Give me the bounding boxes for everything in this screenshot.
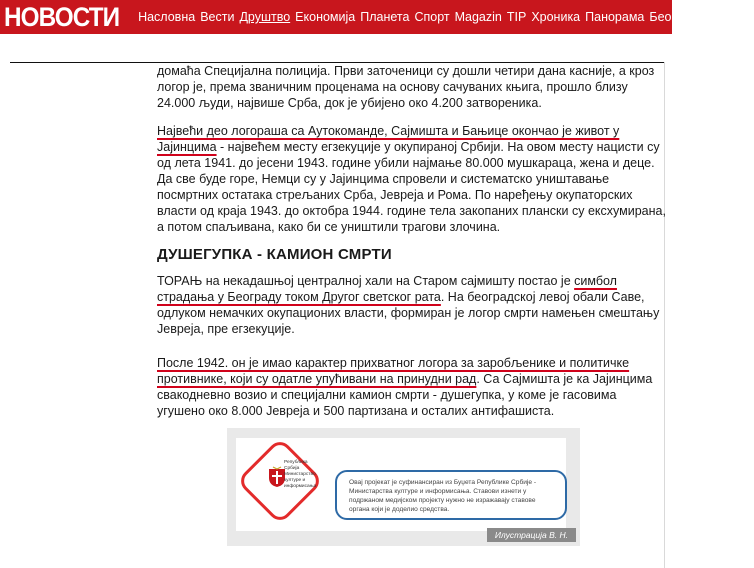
funding-notice: Овај пројекат је суфинансиран из Буџета Републике Србије - Министарства културе и информисања. Ставови изнети у подржаном медијском пројекту нужно не изражавају ставове органа који је доделио средства. bbox=[335, 470, 567, 520]
nav-item-beograd[interactable]: Београд bbox=[649, 10, 698, 24]
article-paragraph bbox=[157, 123, 667, 235]
section-heading: ДУШЕГУПКА - КАМИОН СМРТИ bbox=[157, 246, 392, 263]
banner-card bbox=[236, 438, 566, 531]
nav-item-ekonomija[interactable]: Економија bbox=[295, 10, 356, 24]
highlighted-text: Највећи део логораша са Аутокоманде, Сајмишта и Бањице окончао је живот у Јајинцима bbox=[157, 124, 620, 154]
nav-item-tip[interactable]: TIP bbox=[506, 10, 527, 24]
paragraph-text: - највећем месту егзекуције у окупираној Србији. На овом месту нацисти су од лета 1941. до јесени 1943. године убили најмање 80.000 мушкараца, жена и деце. Да све буде горе, Немци су у Јајинцима спровели и систематско уништавање посмртних остатака стрељаних Срба, Јевреја и Рома. По наређењу окупаторских власти од краја 1943. до октобра 1944. године тела закопаних плански су ексхумирана, а потом спаљивана, како би се уништили трагови злочина. bbox=[157, 140, 666, 234]
article-paragraph bbox=[157, 355, 667, 419]
highlighted-text: После 1942. он је имао карактер прихватног логора за заробљенике и политичке противнике, који су одатле упућивани на принудни рад bbox=[157, 356, 630, 386]
ministry-label: Република Србија Министарство културе и информисања bbox=[284, 460, 317, 489]
nav-item-vesti[interactable]: Вести bbox=[200, 10, 235, 24]
logo-text: НОВОСТИ bbox=[4, 1, 120, 32]
funding-banner-image bbox=[227, 428, 580, 546]
paragraph-text: . Са Сајмишта је ка Јајинцима свакодневно возио и специјални камион смрти - душегупка, у коме је гасовима угушено око 8.000 Јевреја и 500 партизана и осталих антифашиста. bbox=[157, 372, 653, 418]
paragraph-text: ТОРАЊ на некадашњој централној хали на Старом сајмишту постао је bbox=[157, 274, 575, 288]
main-nav bbox=[138, 10, 754, 24]
nav-item-kultura[interactable]: Култура bbox=[702, 10, 749, 24]
article-paragraph bbox=[157, 273, 667, 337]
site-logo[interactable] bbox=[0, 0, 138, 34]
highlighted-text: симбол страдања у Београду током Другог светског рата bbox=[157, 274, 617, 304]
nav-item-naslovna[interactable]: Насловна bbox=[138, 10, 196, 24]
nav-item-magazin[interactable]: Magazin bbox=[454, 10, 502, 24]
article-paragraph: домаћа Специјална полиција. Први заточеници су дошли четири дана касније, а кроз логор је, према званичним проценама на основу сачуваних књига, прошло близу 24.000 људи, највише Срба, док је убијено око 4.200 затвореника. bbox=[157, 64, 655, 110]
illustration-credit: Илустрација В. Н. bbox=[487, 528, 576, 542]
nav-item-sport[interactable]: Спорт bbox=[414, 10, 450, 24]
nav-item-drustvo[interactable]: Друштво bbox=[239, 10, 291, 24]
nav-item-planeta[interactable]: Планета bbox=[360, 10, 410, 24]
paragraph-text: . На београдској левој обали Саве, одлуком немачких окупационих власти, формиран је логор смрти намењен смештању Јевреја, пре егзекуције. bbox=[157, 290, 660, 336]
top-navigation-bar bbox=[0, 0, 749, 34]
nav-item-panorama[interactable]: Панорама bbox=[585, 10, 645, 24]
article-body bbox=[157, 63, 667, 431]
nav-item-hronika[interactable]: Хроника bbox=[531, 10, 581, 24]
